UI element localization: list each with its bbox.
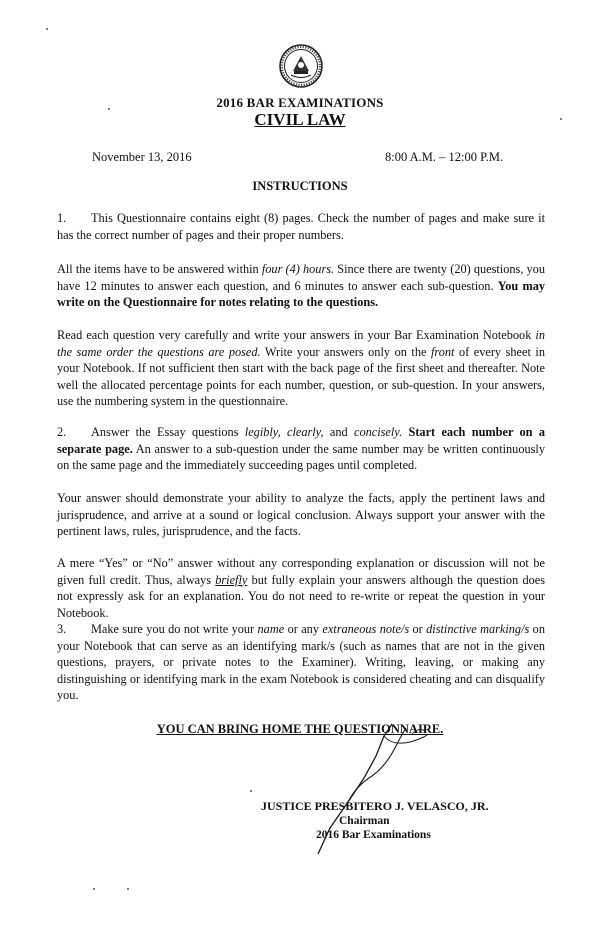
instruction-paragraph-1 [57,210,545,243]
instruction-paragraph-4 [57,424,545,474]
paragraph-text: on your Notebook that can serve as an identifying mark/s (such as names that are not in the given questions, prayers, or private notes to the Examiner). Writing, leaving, or making any distinguishing or identifying mark in the exam Notebook is considered cheating and can disqualify you. [57,622,545,702]
paragraph-text: Answer the Essay questions [91,425,245,439]
instruction-paragraph-2 [57,261,545,311]
paragraph-text: but fully explain your answers although the question does not expressly ask for an explanation. You do not need to re-write or repeat the question in your Notebook. [57,572,545,620]
instructions-heading: INSTRUCTIONS [252,179,348,193]
paragraph-text: All the items have to be answered within [57,262,262,276]
scan-speck [250,790,252,792]
paragraph-text: Your answer should demonstrate your ability to analyze the facts, apply the pertinent laws and jurisprudence, and arrive at a sound or logical conclusion. Always support your answer with the pertinent laws, rules, jurisprudence, and the facts. [57,491,545,538]
paragraph-text: This Questionnaire contains eight (8) pages. Check the number of pages and make sure it has the correct number of pages and their proper numbers. [57,211,545,242]
signatory-name: JUSTICE PRESBITERO J. VELASCO, JR. [261,799,489,813]
paragraph-text: A mere “Yes” or “No” answer without any corresponding explanation or discussion will not be given full credit. Thus, always [57,556,545,587]
subject-title: CIVIL LAW [254,110,346,129]
italic-text: in the same order the questions are posed. [57,328,545,359]
closing-notice: YOU CAN BRING HOME THE QUESTIONNAIRE. [156,722,444,736]
paragraph-text: An answer to a sub-question under the same number may be written continuously on the same page and the immediately succeeding pages until completed. [57,441,545,472]
paragraph-text: Read each question very carefully and write your answers in your Bar Examination Notebook [57,328,536,342]
signatory-role: Chairman [339,815,390,827]
item-number: 3. [57,622,67,636]
item-number: 1. [57,211,67,225]
paragraph-text: or [409,622,427,636]
paragraph-text: Make sure you do not write your [91,622,258,636]
italic-text: legibly, clearly, [244,425,324,439]
italic-text: front [430,344,455,359]
exam-title: 2016 BAR EXAMINATIONS [216,95,384,110]
item-number: 2. [57,425,67,439]
supreme-court-seal-icon [279,44,323,88]
italic-text: concisely. [354,425,403,439]
paragraph-text: Since there are twenty (20) questions, you have 12 minutes to answer each question, and 6 minutes to answer each sub-question. [57,262,546,293]
italic-text: name [257,622,285,636]
underlined-italic-text: briefly [215,572,248,587]
instruction-paragraph-7 [57,621,545,704]
paragraph-text: or any [284,622,323,636]
paragraph-text: Write your answers only on the [260,344,431,359]
paragraph-text: of every sheet in your Notebook. If not sufficient then start with the back page of the first sheet and thereafter. Note well the allocated percentage points for each number, question, or sub-question. In your answers, use the numbering system in the questionnaire. [57,344,545,408]
scan-speck [46,28,48,30]
bold-text: Start each number on a separate page. [57,425,546,456]
italic-text: distinctive marking/s [426,622,530,636]
scan-speck [108,108,110,110]
bold-text: You may write on the Questionnaire for notes relating to the questions. [57,278,545,309]
instruction-paragraph-6 [57,555,545,621]
italic-text: four (4) hours. [261,262,335,276]
instruction-paragraph-3 [57,327,545,410]
signatory-organization: 2016 Bar Examinations [316,829,431,841]
scan-speck [93,888,95,890]
exam-time: 8:00 A.M. – 12:00 P.M. [385,150,504,164]
instruction-paragraph-5 [57,490,545,540]
scan-speck [127,888,129,890]
italic-text: extraneous note/s [322,622,410,636]
scan-speck [560,118,562,120]
paragraph-text: and [323,425,354,439]
exam-date: November 13, 2016 [92,150,192,164]
